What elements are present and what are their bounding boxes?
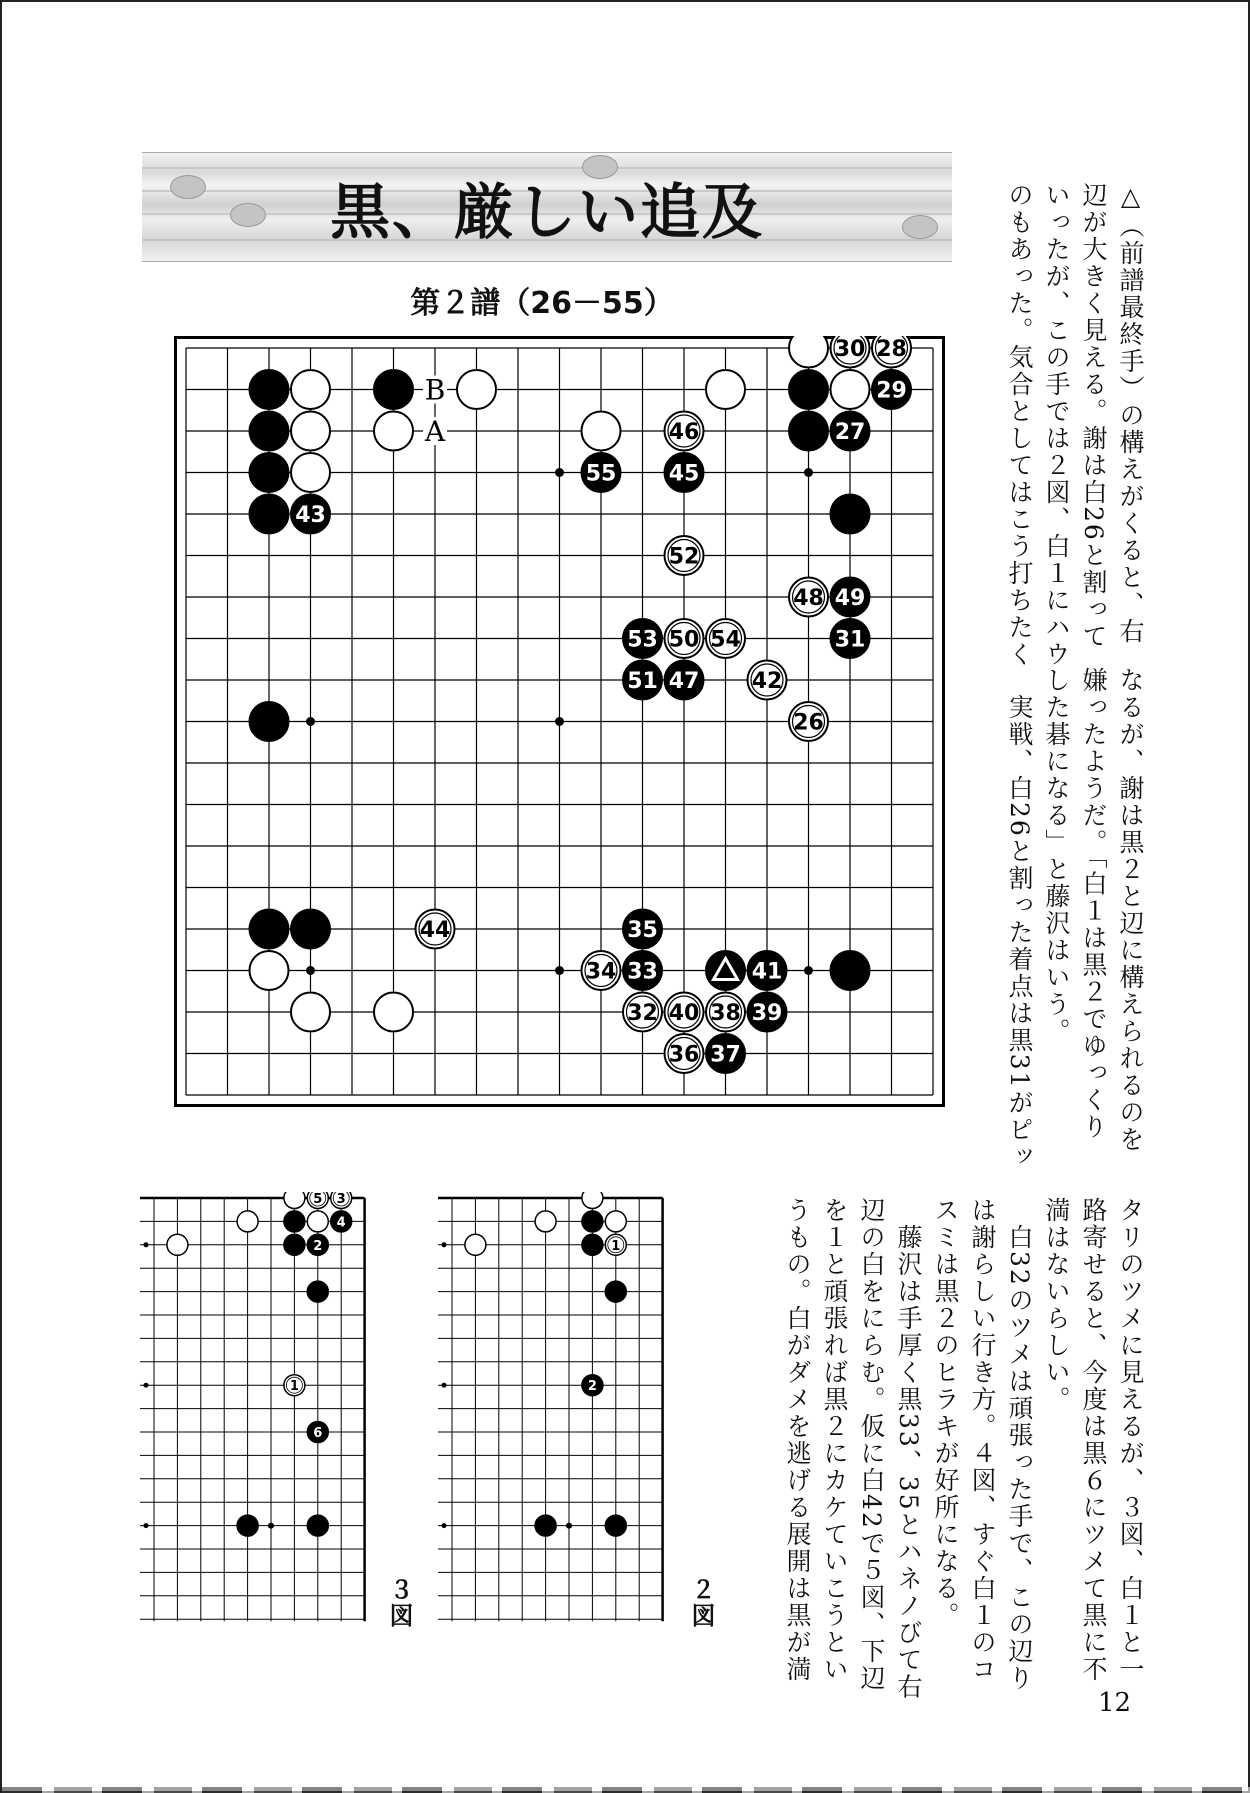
move-number: 30 bbox=[834, 337, 866, 362]
black-stone bbox=[307, 1422, 328, 1443]
black-stone bbox=[831, 412, 870, 451]
commentary-line: △（前譜最終手）の構えがくると、右 bbox=[1116, 182, 1145, 645]
white-stone bbox=[789, 336, 828, 368]
white-stone bbox=[789, 702, 828, 741]
white-stone bbox=[291, 370, 330, 409]
black-stone bbox=[307, 1281, 328, 1302]
star-point bbox=[555, 966, 564, 975]
star-point bbox=[306, 717, 315, 726]
move-number: 45 bbox=[668, 461, 700, 487]
move-number: 43 bbox=[295, 503, 326, 528]
white-stone bbox=[706, 619, 745, 658]
black-stone bbox=[535, 1515, 556, 1536]
black-stone bbox=[665, 453, 704, 492]
black-stone bbox=[623, 951, 662, 990]
commentary-line: 嫌ったようだ。「白１は黒２でゆっくり bbox=[1079, 667, 1108, 1141]
black-stone bbox=[250, 910, 289, 949]
white-stone bbox=[665, 993, 704, 1032]
commentary-line: 藤沢は手厚く黒33、35とハネノびて右 bbox=[894, 1197, 923, 1701]
white-stone bbox=[374, 412, 413, 451]
move-number: 54 bbox=[710, 627, 741, 653]
star-point bbox=[144, 1242, 149, 1247]
black-stone bbox=[582, 453, 621, 492]
black-stone bbox=[307, 1515, 328, 1536]
black-stone bbox=[748, 951, 787, 990]
star-point bbox=[306, 966, 315, 975]
move-number: 27 bbox=[834, 420, 866, 445]
move-number: 48 bbox=[793, 586, 824, 611]
diagram-2-label: ２図 bbox=[687, 1577, 715, 1629]
white-stone bbox=[831, 336, 870, 368]
move-number: 49 bbox=[834, 586, 866, 611]
white-stone bbox=[457, 370, 496, 409]
white-stone bbox=[623, 993, 662, 1032]
page-title: 黒、厳しい追及 bbox=[330, 178, 764, 248]
move-number: 42 bbox=[751, 669, 783, 694]
commentary-line: 辺の白をにらむ。仮に白42で５図、下辺 bbox=[857, 1197, 886, 1692]
commentary-line: 満はないらしい。 bbox=[1042, 1197, 1071, 1413]
white-stone bbox=[291, 412, 330, 451]
commentary-line: を１と頑張れば黒２にカケていこうとい bbox=[820, 1197, 849, 1683]
black-stone bbox=[284, 1234, 305, 1255]
move-number: 36 bbox=[668, 1042, 700, 1068]
black-stone bbox=[250, 370, 289, 409]
move-number: 2 bbox=[313, 1238, 323, 1254]
commentary-line: した碁になる」と藤沢はいう。 bbox=[1042, 667, 1071, 1045]
white-stone bbox=[307, 1192, 328, 1209]
white-stone bbox=[291, 453, 330, 492]
black-stone bbox=[872, 370, 911, 409]
move-number: 53 bbox=[627, 627, 658, 653]
move-number: 6 bbox=[313, 1426, 323, 1441]
white-stone bbox=[284, 1192, 305, 1209]
move-number: 40 bbox=[668, 1001, 700, 1026]
title-banner bbox=[142, 152, 952, 262]
commentary-line: 実戦、白26と割った着点は黒31がピッ bbox=[1005, 667, 1034, 1171]
black-stone bbox=[582, 1211, 603, 1232]
commentary-line: なるが、謝は黒２と辺に構えられるのを bbox=[1116, 667, 1145, 1153]
star-point bbox=[804, 966, 813, 975]
black-stone bbox=[831, 578, 870, 617]
white-stone bbox=[465, 1234, 486, 1255]
star-point bbox=[804, 468, 813, 477]
white-stone bbox=[237, 1211, 258, 1232]
black-stone bbox=[291, 495, 330, 534]
black-stone bbox=[789, 412, 828, 451]
black-stone bbox=[582, 1375, 603, 1396]
black-stone bbox=[582, 1234, 603, 1255]
black-stone bbox=[291, 910, 330, 949]
diagram-3-board bbox=[140, 1192, 378, 1628]
move-number: 5 bbox=[313, 1192, 323, 1207]
white-stone bbox=[748, 661, 787, 700]
move-number: 33 bbox=[627, 959, 658, 985]
white-stone bbox=[582, 1192, 603, 1209]
star-point bbox=[555, 717, 564, 726]
move-number: 46 bbox=[668, 420, 700, 445]
move-number: 32 bbox=[627, 1001, 658, 1026]
white-stone bbox=[706, 993, 745, 1032]
black-stone bbox=[789, 370, 828, 409]
star-point bbox=[144, 1383, 149, 1388]
move-number: 44 bbox=[419, 918, 451, 943]
commentary-line: スミは黒２のヒラキが好所になる。 bbox=[931, 1197, 960, 1629]
diagram-3-label: ３図 bbox=[385, 1577, 413, 1629]
black-stone bbox=[331, 1211, 352, 1232]
white-stone bbox=[789, 578, 828, 617]
black-stone bbox=[623, 910, 662, 949]
black-stone bbox=[831, 951, 870, 990]
move-number: 26 bbox=[793, 710, 824, 736]
white-stone bbox=[665, 536, 704, 575]
star-point bbox=[442, 1383, 447, 1388]
black-stone bbox=[623, 619, 662, 658]
white-stone bbox=[374, 993, 413, 1032]
black-stone bbox=[250, 412, 289, 451]
commentary-line: うもの。白がダメを逃げる展開は黒が満 bbox=[783, 1197, 812, 1683]
move-number: 39 bbox=[751, 1001, 783, 1026]
game-record-subtitle: 第２譜（26－55） bbox=[410, 286, 674, 321]
move-number: 55 bbox=[585, 461, 617, 487]
commentary-line: のもあった。気合としてはこう打ちたく bbox=[1005, 182, 1034, 668]
move-number: 52 bbox=[668, 544, 700, 570]
star-point bbox=[144, 1523, 149, 1528]
white-stone bbox=[665, 1034, 704, 1073]
move-number: 41 bbox=[751, 959, 783, 985]
black-stone bbox=[250, 702, 289, 741]
move-number: 51 bbox=[627, 669, 658, 694]
black-stone bbox=[250, 453, 289, 492]
black-stone bbox=[665, 661, 704, 700]
move-number: 37 bbox=[710, 1042, 741, 1068]
black-stone bbox=[706, 1034, 745, 1073]
white-stone bbox=[535, 1211, 556, 1232]
star-point bbox=[566, 1523, 572, 1529]
white-stone bbox=[416, 910, 455, 949]
black-stone bbox=[706, 951, 745, 990]
main-go-board bbox=[174, 336, 945, 1107]
black-stone bbox=[250, 495, 289, 534]
black-stone bbox=[623, 661, 662, 700]
move-number: 29 bbox=[876, 378, 907, 404]
commentary-line: は謝らしい行き方。４図、すぐ白１のコ bbox=[968, 1197, 997, 1683]
white-stone bbox=[250, 951, 289, 990]
move-number: 1 bbox=[289, 1379, 299, 1395]
move-number: 3 bbox=[336, 1192, 346, 1207]
move-number: 50 bbox=[668, 627, 700, 653]
move-number: 31 bbox=[834, 627, 866, 653]
commentary-line: 白32のツメは頑張った手で、この辺り bbox=[1005, 1197, 1034, 1692]
black-stone bbox=[284, 1211, 305, 1232]
commentary-line: いったが、この手では２図、白１にハウ bbox=[1042, 182, 1071, 668]
white-stone bbox=[706, 370, 745, 409]
commentary-line: タリのツメに見えるが、３図、白１と一 bbox=[1116, 1197, 1145, 1683]
white-stone bbox=[665, 619, 704, 658]
move-number: 28 bbox=[876, 337, 907, 362]
white-stone bbox=[605, 1234, 626, 1255]
diagram-2-board bbox=[438, 1192, 676, 1628]
marker-label-A: A bbox=[424, 415, 446, 448]
black-stone bbox=[307, 1234, 328, 1255]
marker-label-B: B bbox=[424, 373, 446, 407]
move-number: 35 bbox=[627, 918, 658, 943]
black-stone bbox=[374, 370, 413, 409]
page-number: 12 bbox=[1098, 1688, 1132, 1718]
black-stone bbox=[831, 619, 870, 658]
star-point bbox=[268, 1523, 274, 1529]
black-stone bbox=[605, 1281, 626, 1302]
move-number: 4 bbox=[336, 1215, 346, 1231]
white-stone bbox=[582, 951, 621, 990]
white-stone bbox=[291, 993, 330, 1032]
star-point bbox=[442, 1523, 447, 1528]
white-stone bbox=[872, 336, 911, 368]
move-number: 38 bbox=[710, 1001, 741, 1026]
move-number: 34 bbox=[585, 959, 617, 985]
star-point bbox=[442, 1242, 447, 1247]
white-stone bbox=[665, 412, 704, 451]
white-stone bbox=[331, 1192, 352, 1209]
commentary-line: 路寄せると、今度は黒６にツメて黒に不 bbox=[1079, 1197, 1108, 1683]
white-stone bbox=[284, 1375, 305, 1396]
black-stone bbox=[831, 495, 870, 534]
star-point bbox=[555, 468, 564, 477]
white-stone bbox=[307, 1211, 328, 1232]
black-stone bbox=[605, 1515, 626, 1536]
white-stone bbox=[167, 1234, 188, 1255]
move-number: 1 bbox=[611, 1238, 621, 1254]
bottom-edge-strip bbox=[2, 1787, 1250, 1793]
white-stone bbox=[831, 370, 870, 409]
black-stone bbox=[748, 993, 787, 1032]
black-stone bbox=[237, 1515, 258, 1536]
white-stone bbox=[582, 412, 621, 451]
move-number: 2 bbox=[587, 1379, 597, 1395]
move-number: 47 bbox=[668, 669, 700, 694]
commentary-line: 辺が大きく見える。謝は白26と割って bbox=[1079, 182, 1108, 650]
white-stone bbox=[605, 1211, 626, 1232]
